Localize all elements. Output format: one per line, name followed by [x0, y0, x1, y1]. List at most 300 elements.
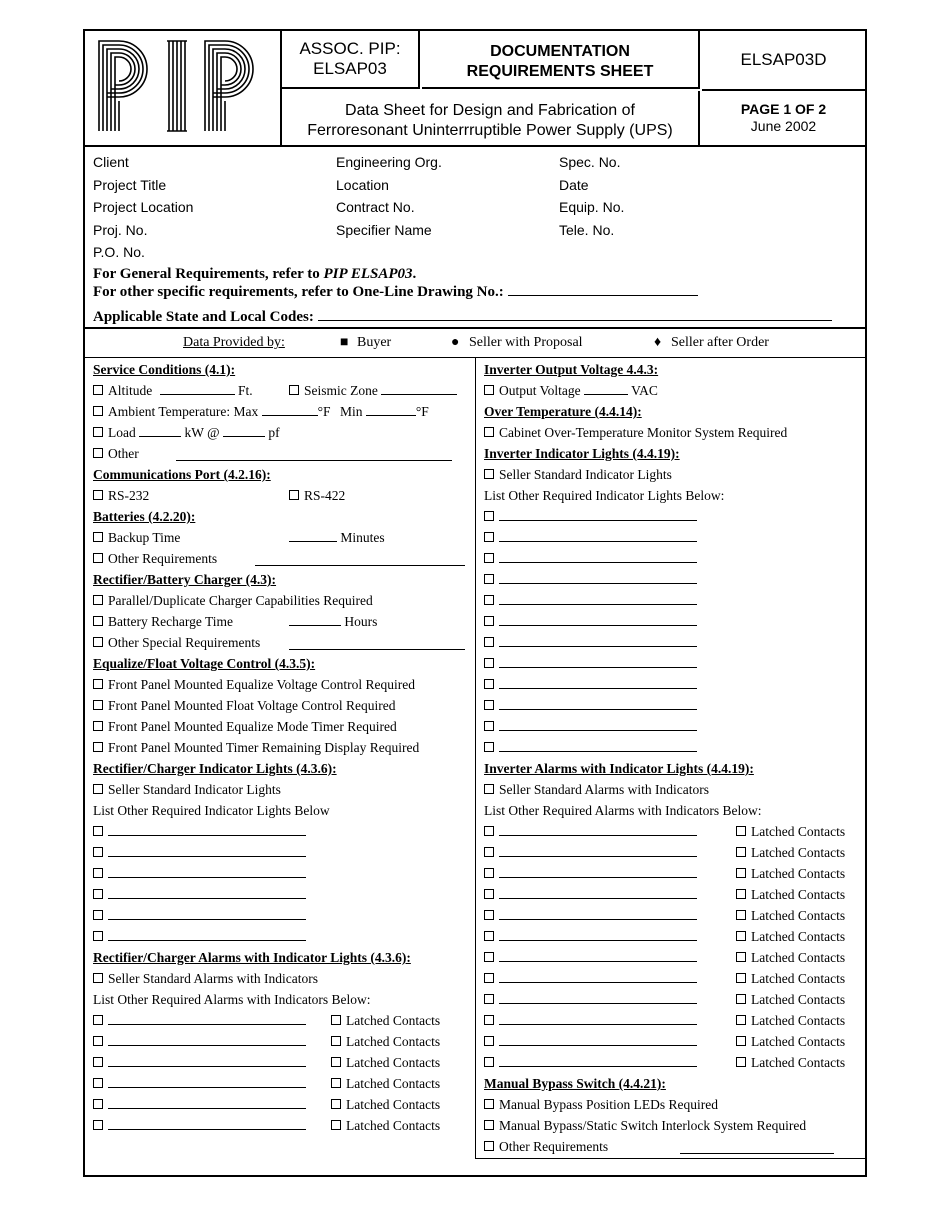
column-divider	[475, 358, 476, 1159]
bypass-title: Manual Bypass Switch (4.4.21):	[484, 1076, 666, 1091]
service-other-blank[interactable]	[176, 448, 452, 461]
ref1-doc: PIP ELSAP03	[323, 266, 413, 282]
rc-alarm-checkbox[interactable]	[93, 1036, 103, 1046]
equalize-item-label: Front Panel Mounted Float Voltage Control Required	[108, 698, 396, 713]
latched-contacts-checkbox[interactable]	[736, 1057, 746, 1067]
backup-time-blank[interactable]	[289, 529, 337, 542]
legend-seller-proposal: Seller with Proposal	[469, 335, 583, 350]
legend-label: Data Provided by:	[183, 335, 285, 350]
inv-alarms-standard-label: Seller Standard Alarms with Indicators	[499, 782, 709, 797]
inv-light-checkbox[interactable]	[484, 532, 494, 542]
parallel-charger-label: Parallel/Duplicate Charger Capabilities Required	[108, 593, 373, 608]
codes-text: Applicable State and Local Codes:	[93, 309, 318, 325]
codes-blank[interactable]	[318, 308, 832, 321]
battery-other-checkbox[interactable]	[93, 553, 103, 563]
po-no-field[interactable]: P.O. No.	[93, 244, 145, 260]
subtitle-line2: Ferroresonant Uninterrruptible Power Supply (UPS)	[307, 122, 673, 139]
inv-light-blank-row	[484, 696, 862, 717]
load-kw-blank[interactable]	[139, 424, 181, 437]
rc-alarm-checkbox[interactable]	[93, 1015, 103, 1025]
latched-contacts-checkbox[interactable]	[331, 1120, 341, 1130]
service-other-checkbox[interactable]	[93, 448, 103, 458]
rectifier-other-checkbox[interactable]	[93, 637, 103, 647]
rc-light-blank[interactable]	[108, 823, 306, 836]
assoc-line2: ELSAP03	[313, 59, 387, 78]
rc-light-blank-row	[93, 843, 471, 864]
recharge-time-checkbox[interactable]	[93, 616, 103, 626]
inv-light-blank[interactable]	[499, 508, 697, 521]
over-temp-checkbox[interactable]	[484, 427, 494, 437]
location-field[interactable]: Location	[336, 176, 389, 193]
drawing-no-blank[interactable]	[508, 283, 698, 296]
float-voltage-checkbox[interactable]	[93, 700, 103, 710]
inv-light-checkbox[interactable]	[484, 595, 494, 605]
inv-alarm-blank[interactable]	[499, 1054, 697, 1067]
inv-alarm-row	[484, 885, 862, 906]
rc-light-blank[interactable]	[108, 844, 306, 857]
inv-light-blank[interactable]	[499, 655, 697, 668]
inv-alarm-checkbox[interactable]	[484, 994, 494, 1004]
inv-alarm-checkbox[interactable]	[484, 1057, 494, 1067]
latched-contacts-label: Latched Contacts	[346, 1034, 441, 1049]
inv-light-blank-row	[484, 654, 862, 675]
subtitle	[282, 91, 700, 145]
ambient-max-unit: °F	[317, 404, 331, 419]
inv-alarm-blank[interactable]	[499, 928, 697, 941]
rs232-label: RS-232	[108, 488, 150, 503]
inv-alarm-checkbox[interactable]	[484, 973, 494, 983]
latched-contacts-checkbox[interactable]	[736, 889, 746, 899]
inv-light-checkbox[interactable]	[484, 721, 494, 731]
inv-alarm-checkbox[interactable]	[484, 868, 494, 878]
inv-light-blank[interactable]	[499, 571, 697, 584]
inv-alarm-blank[interactable]	[499, 991, 697, 1004]
latched-contacts-checkbox[interactable]	[736, 931, 746, 941]
latched-contacts-checkbox[interactable]	[331, 1036, 341, 1046]
inv-light-blank-row	[484, 528, 862, 549]
rc-alarm-row	[93, 1095, 471, 1116]
assoc-pip	[282, 31, 420, 89]
inv-light-blank[interactable]	[499, 676, 697, 689]
rc-alarm-checkbox[interactable]	[93, 1078, 103, 1088]
contract-no-field[interactable]: Contract No.	[336, 199, 415, 215]
inv-light-checkbox[interactable]	[484, 679, 494, 689]
inv-alarm-row	[484, 906, 862, 927]
ref2-text: For other specific requirements, refer to One-Line Drawing No.:	[93, 284, 508, 300]
rc-alarm-blank[interactable]	[108, 1012, 306, 1025]
rc-alarm-blank[interactable]	[108, 1075, 306, 1088]
inv-alarm-checkbox[interactable]	[484, 826, 494, 836]
client-field[interactable]: Client	[93, 154, 129, 170]
batteries-title: Batteries (4.2.20):	[93, 509, 196, 524]
backup-time-label: Backup Time	[108, 530, 181, 545]
inv-light-checkbox[interactable]	[484, 553, 494, 563]
page-number: PAGE 1 OF 2	[740, 101, 827, 117]
latched-contacts-label: Latched Contacts	[751, 992, 846, 1007]
project-location-field[interactable]: Project Location	[93, 199, 194, 215]
project-info	[85, 147, 865, 329]
latched-contacts-checkbox[interactable]	[331, 1099, 341, 1109]
latched-contacts-checkbox[interactable]	[736, 910, 746, 920]
doc-title-line1: DOCUMENTATION	[490, 43, 630, 60]
rc-light-checkbox[interactable]	[93, 931, 103, 941]
rc-alarms-standard-checkbox[interactable]	[93, 973, 103, 983]
left-column	[93, 360, 471, 1137]
inv-alarm-blank[interactable]	[499, 886, 697, 899]
inv-lights-standard-checkbox[interactable]	[484, 469, 494, 479]
latched-contacts-label: Latched Contacts	[751, 845, 846, 860]
inv-alarm-row	[484, 864, 862, 885]
rs422-checkbox[interactable]	[289, 490, 299, 500]
seismic-label: Seismic Zone	[304, 383, 378, 398]
inv-light-blank[interactable]	[499, 718, 697, 731]
equalize-item-label: Front Panel Mounted Timer Remaining Display Required	[108, 740, 420, 755]
battery-other-row	[93, 549, 471, 570]
equalize-float-title: Equalize/Float Voltage Control (4.3.5):	[93, 656, 316, 671]
backup-time-row	[93, 528, 471, 549]
service-other-row	[93, 444, 471, 465]
rc-light-blank[interactable]	[108, 928, 306, 941]
equalize-item	[93, 675, 471, 696]
latched-contacts-checkbox[interactable]	[331, 1078, 341, 1088]
inv-lights-title: Inverter Indicator Lights (4.4.19):	[484, 446, 680, 461]
document-frame	[83, 29, 867, 1177]
output-voltage-unit: VAC	[631, 383, 658, 398]
rc-alarm-blank[interactable]	[108, 1117, 306, 1130]
latched-contacts-label: Latched Contacts	[751, 929, 846, 944]
latched-contacts-label: Latched Contacts	[751, 908, 846, 923]
altitude-unit: Ft.	[238, 383, 253, 398]
inv-alarm-row	[484, 969, 862, 990]
rc-alarm-blank[interactable]	[108, 1033, 306, 1046]
inv-alarm-blank[interactable]	[499, 970, 697, 983]
rc-alarm-blank[interactable]	[108, 1096, 306, 1109]
inv-light-blank[interactable]	[499, 613, 697, 626]
load-checkbox[interactable]	[93, 427, 103, 437]
comm-port-row	[93, 486, 471, 507]
header	[85, 31, 865, 147]
latched-contacts-checkbox[interactable]	[736, 994, 746, 1004]
equalize-voltage-checkbox[interactable]	[93, 679, 103, 689]
seismic-blank[interactable]	[381, 382, 457, 395]
inv-light-blank[interactable]	[499, 529, 697, 542]
inv-alarm-checkbox[interactable]	[484, 1036, 494, 1046]
battery-other-blank[interactable]	[255, 553, 465, 566]
rs422-label: RS-422	[304, 488, 346, 503]
inv-alarm-blank[interactable]	[499, 844, 697, 857]
load-pf-label: pf	[268, 425, 280, 440]
inverter-voltage-title: Inverter Output Voltage 4.4.3:	[484, 362, 659, 377]
output-voltage-checkbox[interactable]	[484, 385, 494, 395]
inv-light-blank-row	[484, 675, 862, 696]
rectifier-other-label: Other Special Requirements	[108, 635, 261, 650]
ambient-min-blank[interactable]	[366, 403, 416, 416]
service-conditions-title: Service Conditions (4.1):	[93, 362, 236, 377]
proj-no-field[interactable]: Proj. No.	[93, 221, 148, 238]
inv-alarm-row	[484, 822, 862, 843]
inv-light-blank-row	[484, 549, 862, 570]
rc-light-checkbox[interactable]	[93, 889, 103, 899]
inv-alarm-blank[interactable]	[499, 1012, 697, 1025]
recharge-time-row	[93, 612, 471, 633]
inv-alarms-title: Inverter Alarms with Indicator Lights (4.4.19):	[484, 761, 754, 776]
date-field[interactable]: Date	[559, 176, 589, 193]
latched-contacts-checkbox[interactable]	[331, 1015, 341, 1025]
rc-alarms-list-label: List Other Required Alarms with Indicators Below:	[93, 992, 371, 1007]
hours-label: Hours	[344, 614, 378, 629]
inv-alarm-checkbox[interactable]	[484, 889, 494, 899]
state-local-codes	[93, 308, 832, 326]
latched-contacts-label: Latched Contacts	[751, 824, 846, 839]
rc-alarm-checkbox[interactable]	[93, 1057, 103, 1067]
inv-light-checkbox[interactable]	[484, 742, 494, 752]
recharge-time-label: Battery Recharge Time	[108, 614, 233, 629]
timer-display-checkbox[interactable]	[93, 742, 103, 752]
inv-alarms-standard-row	[484, 780, 862, 801]
rc-lights-standard-label: Seller Standard Indicator Lights	[108, 782, 281, 797]
recharge-time-blank[interactable]	[289, 613, 341, 626]
right-column	[484, 360, 862, 1158]
inv-alarm-row	[484, 990, 862, 1011]
output-voltage-blank[interactable]	[584, 382, 628, 395]
load-unit: kW @	[184, 425, 220, 440]
latched-contacts-checkbox[interactable]	[736, 847, 746, 857]
rc-light-checkbox[interactable]	[93, 910, 103, 920]
output-voltage-row	[484, 381, 862, 402]
inv-light-checkbox[interactable]	[484, 658, 494, 668]
rc-alarm-row	[93, 1116, 471, 1137]
rc-alarm-row	[93, 1074, 471, 1095]
rc-alarms-standard-label: Seller Standard Alarms with Indicators	[108, 971, 318, 986]
project-title-field[interactable]: Project Title	[93, 176, 167, 193]
latched-contacts-label: Latched Contacts	[346, 1055, 441, 1070]
latched-contacts-checkbox[interactable]	[736, 1015, 746, 1025]
engineering-org-field[interactable]: Engineering Org.	[336, 154, 442, 170]
assoc-line1: ASSOC. PIP:	[299, 39, 401, 58]
page-date: June 2002	[750, 118, 817, 134]
latched-contacts-label: Latched Contacts	[751, 1034, 846, 1049]
latched-contacts-label: Latched Contacts	[346, 1097, 441, 1112]
inv-alarm-row	[484, 1032, 862, 1053]
inv-alarm-row	[484, 1053, 862, 1074]
rc-lights-title: Rectifier/Charger Indicator Lights (4.3.6):	[93, 761, 337, 776]
parallel-charger-row	[93, 591, 471, 612]
buyer-icon: ■	[340, 335, 349, 350]
equalize-item	[93, 717, 471, 738]
latched-contacts-checkbox[interactable]	[736, 1036, 746, 1046]
inv-light-blank-row	[484, 591, 862, 612]
latched-contacts-checkbox[interactable]	[736, 826, 746, 836]
load-pf-blank[interactable]	[223, 424, 265, 437]
output-voltage-label: Output Voltage	[499, 383, 581, 398]
inv-alarm-blank[interactable]	[499, 1033, 697, 1046]
latched-contacts-label: Latched Contacts	[751, 866, 846, 881]
inv-light-blank[interactable]	[499, 634, 697, 647]
inv-alarm-blank[interactable]	[499, 907, 697, 920]
rs232-checkbox[interactable]	[93, 490, 103, 500]
inv-alarm-blank[interactable]	[499, 949, 697, 962]
inv-alarm-blank[interactable]	[499, 865, 697, 878]
inv-lights-standard-row	[484, 465, 862, 486]
form-body	[85, 358, 865, 1178]
inv-alarm-checkbox[interactable]	[484, 931, 494, 941]
rc-light-checkbox[interactable]	[93, 847, 103, 857]
inv-alarm-blank[interactable]	[499, 823, 697, 836]
rc-alarm-checkbox[interactable]	[93, 1120, 103, 1130]
doc-code: ELSAP03D	[702, 31, 865, 91]
rc-light-blank-row	[93, 822, 471, 843]
ref1-text: For General Requirements, refer to	[93, 266, 324, 282]
rc-light-blank[interactable]	[108, 865, 306, 878]
bypass-other-label: Other Requirements	[499, 1139, 609, 1154]
altitude-row	[93, 381, 471, 402]
latched-contacts-checkbox[interactable]	[736, 952, 746, 962]
ambient-label: Ambient Temperature: Max	[108, 404, 259, 419]
inv-light-blank-row	[484, 612, 862, 633]
altitude-checkbox[interactable]	[93, 385, 103, 395]
inv-light-checkbox[interactable]	[484, 574, 494, 584]
rc-alarm-checkbox[interactable]	[93, 1099, 103, 1109]
rc-light-blank-row	[93, 864, 471, 885]
over-temp-title: Over Temperature (4.4.14):	[484, 404, 642, 419]
rc-alarm-blank[interactable]	[108, 1054, 306, 1067]
bypass-interlock-row	[484, 1116, 862, 1137]
latched-contacts-label: Latched Contacts	[751, 1013, 846, 1028]
project-col-2	[336, 151, 442, 241]
pip-logo-graphic	[85, 31, 280, 145]
inv-alarm-row	[484, 948, 862, 969]
rc-light-blank-row	[93, 906, 471, 927]
ambient-max-blank[interactable]	[262, 403, 318, 416]
equalize-item-label: Front Panel Mounted Equalize Voltage Control Required	[108, 677, 415, 692]
equip-no-field[interactable]: Equip. No.	[559, 199, 625, 215]
inv-light-blank[interactable]	[499, 697, 697, 710]
bypass-other-checkbox[interactable]	[484, 1141, 494, 1151]
service-other-label: Other	[108, 446, 139, 461]
rc-light-blank[interactable]	[108, 907, 306, 920]
rc-lights-standard-checkbox[interactable]	[93, 784, 103, 794]
latched-contacts-label: Latched Contacts	[751, 950, 846, 965]
inv-alarm-checkbox[interactable]	[484, 952, 494, 962]
equalize-timer-checkbox[interactable]	[93, 721, 103, 731]
rc-light-blank[interactable]	[108, 886, 306, 899]
rectifier-charger-title: Rectifier/Battery Charger (4.3):	[93, 572, 277, 587]
rectifier-other-blank[interactable]	[289, 637, 465, 650]
inv-alarm-checkbox[interactable]	[484, 1015, 494, 1025]
inv-light-blank-row	[484, 570, 862, 591]
ref1-end: .	[412, 266, 417, 282]
inv-alarms-standard-checkbox[interactable]	[484, 784, 494, 794]
legend-buyer: Buyer	[357, 335, 392, 350]
rectifier-other-row	[93, 633, 471, 654]
latched-contacts-label: Latched Contacts	[346, 1118, 441, 1133]
bypass-other-blank[interactable]	[680, 1141, 834, 1154]
inv-light-blank-row	[484, 717, 862, 738]
rc-light-blank-row	[93, 927, 471, 948]
pip-logo	[85, 31, 282, 145]
latched-contacts-label: Latched Contacts	[346, 1013, 441, 1028]
inv-light-blank-row	[484, 738, 862, 759]
specifier-name-field[interactable]: Specifier Name	[336, 221, 432, 238]
inv-alarm-checkbox[interactable]	[484, 910, 494, 920]
spec-no-field[interactable]: Spec. No.	[559, 154, 621, 170]
inv-light-blank[interactable]	[499, 592, 697, 605]
inv-light-checkbox[interactable]	[484, 511, 494, 521]
bypass-leds-checkbox[interactable]	[484, 1099, 494, 1109]
inv-alarm-row	[484, 927, 862, 948]
ambient-row	[93, 402, 471, 423]
latched-contacts-label: Latched Contacts	[751, 1055, 846, 1070]
data-provided-legend	[85, 329, 865, 358]
legend-seller-order: Seller after Order	[671, 335, 769, 350]
inv-alarms-list-label: List Other Required Alarms with Indicators Below:	[484, 803, 762, 818]
doc-title-line2: REQUIREMENTS SHEET	[466, 63, 654, 80]
latched-contacts-checkbox[interactable]	[736, 973, 746, 983]
minutes-label: Minutes	[340, 530, 385, 545]
bypass-interlock-checkbox[interactable]	[484, 1120, 494, 1130]
latched-contacts-label: Latched Contacts	[751, 887, 846, 902]
bottom-divider	[475, 1158, 865, 1159]
inv-alarm-checkbox[interactable]	[484, 847, 494, 857]
parallel-charger-checkbox[interactable]	[93, 595, 103, 605]
bypass-other-row	[484, 1137, 862, 1158]
subtitle-line1: Data Sheet for Design and Fabrication of	[345, 102, 635, 119]
inv-light-blank[interactable]	[499, 739, 697, 752]
bypass-interlock-label: Manual Bypass/Static Switch Interlock System Required	[499, 1118, 807, 1133]
inv-lights-standard-label: Seller Standard Indicator Lights	[499, 467, 672, 482]
latched-contacts-checkbox[interactable]	[736, 868, 746, 878]
latched-contacts-label: Latched Contacts	[346, 1076, 441, 1091]
rc-alarm-row	[93, 1011, 471, 1032]
tele-no-field[interactable]: Tele. No.	[559, 221, 615, 238]
rc-light-blank-row	[93, 885, 471, 906]
ambient-min-unit: °F	[415, 404, 429, 419]
seismic-checkbox[interactable]	[289, 385, 299, 395]
rc-alarm-row	[93, 1053, 471, 1074]
equalize-item	[93, 696, 471, 717]
inv-alarm-row	[484, 1011, 862, 1032]
project-col-1	[93, 151, 193, 264]
rc-light-checkbox[interactable]	[93, 868, 103, 878]
rc-alarm-row	[93, 1032, 471, 1053]
rc-alarms-title: Rectifier/Charger Alarms with Indicator Lights (4.3.6):	[93, 950, 411, 965]
over-temp-label: Cabinet Over-Temperature Monitor System Required	[499, 425, 788, 440]
inv-light-blank[interactable]	[499, 550, 697, 563]
ambient-checkbox[interactable]	[93, 406, 103, 416]
altitude-label: Altitude	[108, 383, 153, 398]
inv-light-checkbox[interactable]	[484, 637, 494, 647]
rc-lights-standard-row	[93, 780, 471, 801]
seller-proposal-icon: ●	[451, 335, 460, 350]
inv-light-checkbox[interactable]	[484, 616, 494, 626]
rc-lights-list-label: List Other Required Indicator Lights Below	[93, 803, 330, 818]
backup-time-checkbox[interactable]	[93, 532, 103, 542]
bypass-leds-row	[484, 1095, 862, 1116]
doc-title	[422, 31, 700, 89]
inv-lights-list-label: List Other Required Indicator Lights Below:	[484, 488, 725, 503]
latched-contacts-checkbox[interactable]	[331, 1057, 341, 1067]
inv-light-checkbox[interactable]	[484, 700, 494, 710]
rc-light-checkbox[interactable]	[93, 826, 103, 836]
rc-alarms-standard-row	[93, 969, 471, 990]
one-line-drawing-ref	[93, 283, 698, 301]
inv-alarm-row	[484, 843, 862, 864]
general-requirements-ref	[93, 266, 416, 283]
altitude-blank[interactable]	[160, 382, 235, 395]
comm-port-title: Communications Port (4.2.16):	[93, 467, 271, 482]
bypass-leds-label: Manual Bypass Position LEDs Required	[499, 1097, 718, 1112]
project-col-3	[559, 151, 624, 241]
